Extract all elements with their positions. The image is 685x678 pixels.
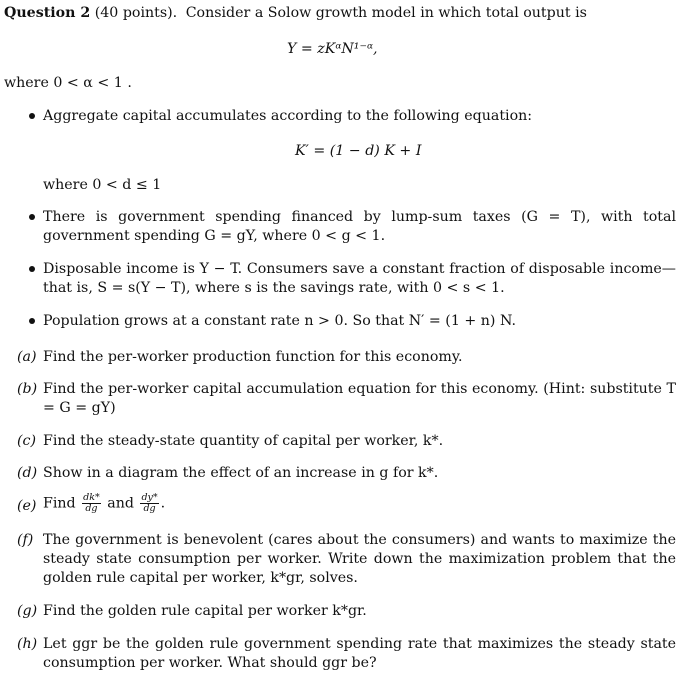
question-points: (40 points).: [94, 5, 178, 21]
part-e-and: and: [107, 495, 134, 512]
part-d-text: Show in a diagram the effect of an increase in g for k*.: [43, 465, 439, 481]
bullet-disposable-income-text: Disposable income is Y − T. Consumers save a constant fraction of disposable income—that is, S = s(Y − T), where s is the savings rate, with 0 < s < 1.: [43, 261, 676, 296]
question-header: [4, 4, 587, 23]
part-d-label: (d): [17, 465, 38, 481]
part-a-text: Find the per-worker production function for this economy.: [43, 349, 463, 365]
part-f-label: (f): [17, 532, 34, 548]
production-equation: Y = zKᵅN¹⁻ᵅ,: [287, 41, 378, 57]
part-g-text: Find the golden rule capital per worker k*gr.: [43, 603, 367, 619]
bullet-dot: [29, 214, 35, 220]
question-label: Question 2: [4, 5, 91, 21]
where-d: where 0 < d ≤ 1: [43, 177, 162, 193]
part-h-text: Let ggr be the golden rule government spending rate that maximizes the steady state consumption per worker. What should ggr be?: [43, 636, 676, 671]
bullet-capital-text: Aggregate capital accumulates according to the following equation:: [43, 108, 533, 124]
fraction-numerator: dy*: [141, 492, 158, 503]
part-g-label: (g): [17, 603, 38, 619]
part-f-text: The government is benevolent (cares about the consumers) and wants to maximize the steady state consumption per worker. Write down the maximization problem that the golden rule capital per worker, k*gr, solves.: [43, 532, 676, 586]
part-c-label: (c): [17, 433, 37, 449]
part-h-label: (h): [17, 636, 38, 652]
part-e-find: Find: [43, 495, 76, 512]
bullet-dot: [29, 266, 35, 272]
bullet-population-text: Population grows at a constant rate n > 0. So that N′ = (1 + n) N.: [43, 313, 516, 329]
part-b-text: Find the per-worker capital accumulation equation for this economy. (Hint: substitute T = G = gY): [43, 381, 676, 416]
part-e-label: (e): [17, 498, 37, 514]
part-c-text: Find the steady-state quantity of capital per worker, k*.: [43, 433, 444, 449]
part-e-period: .: [160, 495, 166, 512]
part-a-label: (a): [17, 349, 37, 365]
bullet-government-text: There is government spending financed by lump-sum taxes (G = T), with total government spending G = gY, where 0 < g < 1.: [43, 209, 676, 244]
bullet-dot: [29, 113, 35, 119]
fraction-dk-dg: [82, 493, 101, 514]
fraction-numerator: dk*: [83, 492, 100, 503]
part-e-text: [43, 493, 165, 514]
capital-accumulation-equation: K′ = (1 − d) K + I: [295, 143, 422, 159]
part-b-label: (b): [17, 381, 38, 397]
question-intro: Consider a Solow growth model in which total output is: [185, 5, 587, 21]
fraction-denominator: dg: [85, 503, 98, 514]
fraction-denominator: dg: [143, 503, 156, 514]
bullet-dot: [29, 318, 35, 324]
fraction-dy-dg: [140, 493, 158, 514]
where-alpha: where 0 < α < 1 .: [4, 75, 132, 91]
